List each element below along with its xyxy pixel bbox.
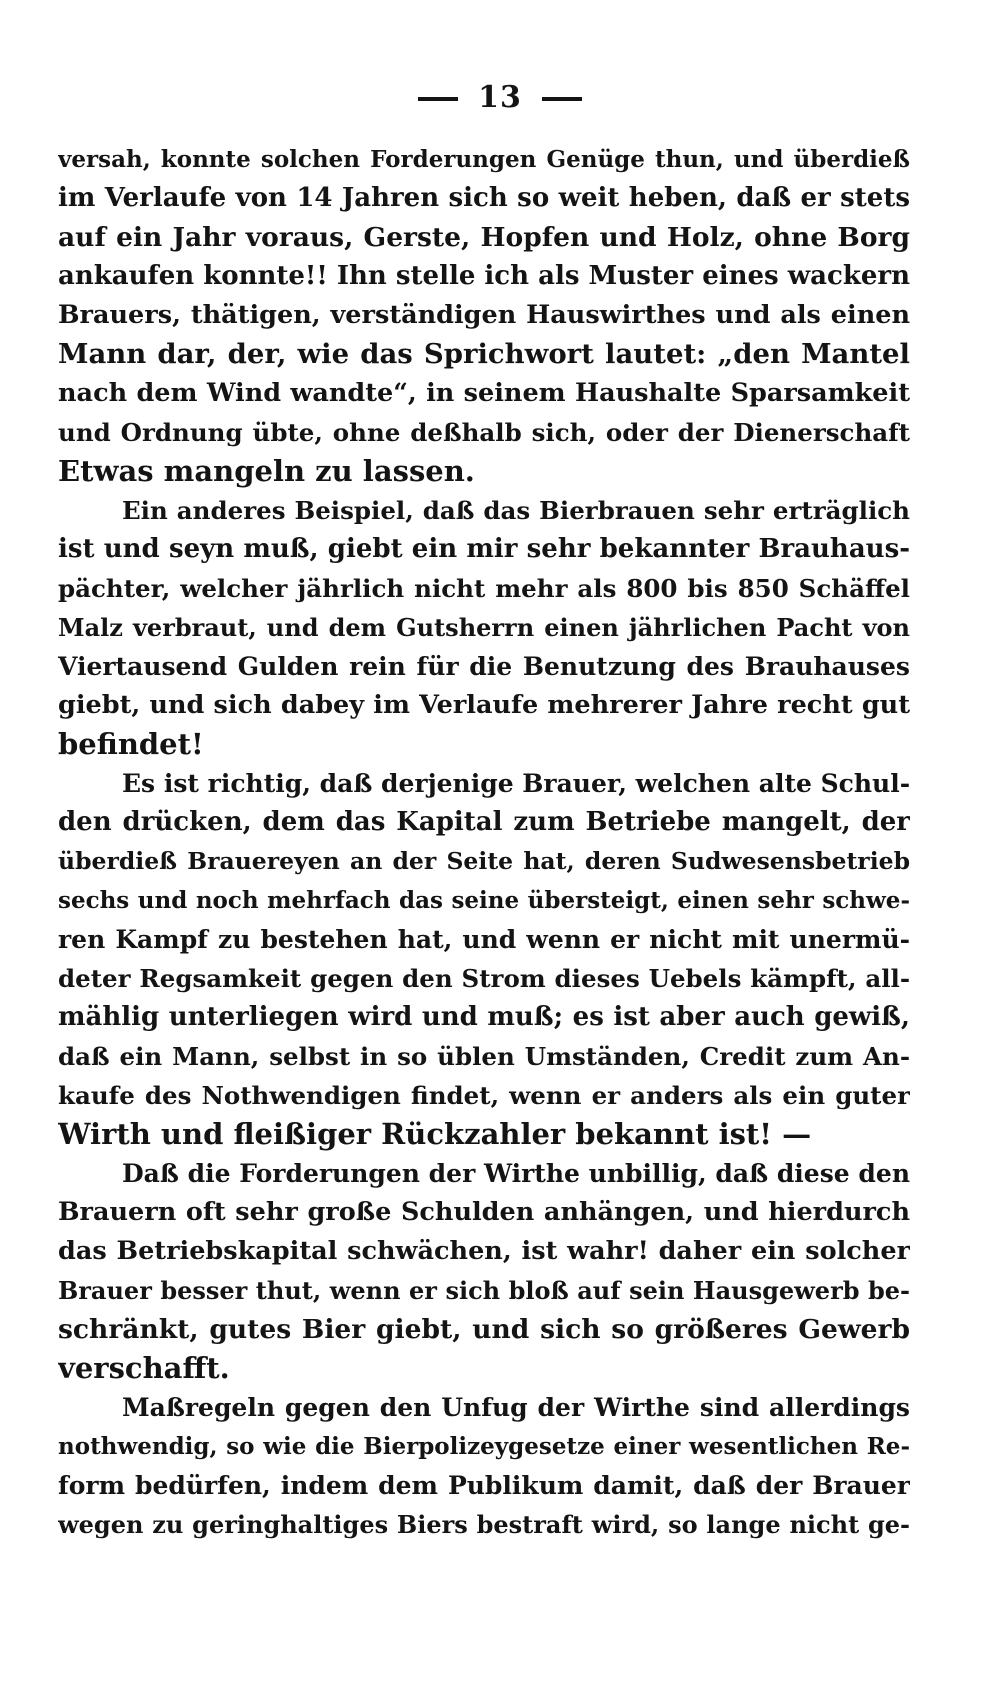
text-line: ankaufen konnte!! Ihn stelle ich als Muster eines wackern bbox=[58, 261, 910, 291]
text-line: wegen zu geringhaltiges Biers bestraft wird, so lange nicht ge- bbox=[58, 1510, 910, 1539]
page-header bbox=[0, 80, 1000, 115]
text-line: daß ein Mann, selbst in so üblen Umständen, Credit zum An- bbox=[58, 1042, 910, 1071]
text-line: Malz verbraut, und dem Gutsherrn einen jährlichen Pacht von bbox=[58, 613, 910, 642]
text-line: Es ist richtig, daß derjenige Brauer, welchen alte Schul- bbox=[122, 769, 910, 798]
text-line: Mann dar, der, wie das Sprichwort lautet: „den Mantel bbox=[58, 338, 910, 370]
page-number: 13 bbox=[478, 80, 522, 115]
header-dash-right bbox=[542, 97, 582, 101]
text-line: Maßregeln gegen den Unfug der Wirthe sind allerdings bbox=[122, 1393, 910, 1422]
text-line: den drücken, dem das Kapital zum Betriebe mangelt, der bbox=[58, 807, 910, 837]
body-text bbox=[58, 140, 910, 1544]
text-line: Etwas mangeln zu lassen. bbox=[58, 454, 475, 488]
text-line: mählig unterliegen wird und muß; es ist aber auch gewiß, bbox=[58, 1002, 910, 1032]
text-line: sechs und noch mehrfach das seine übersteigt, einen sehr schwe- bbox=[58, 887, 910, 914]
text-line: kaufe des Nothwendigen findet, wenn er anders als ein guter bbox=[58, 1081, 910, 1110]
text-line: nach dem Wind wandte“, in seinem Haushalte Sparsamkeit bbox=[58, 378, 910, 408]
text-line: form bedürfen, indem dem Publikum damit, daß der Brauer bbox=[58, 1471, 910, 1500]
text-line: Viertausend Gulden rein für die Benutzung des Brauhauses bbox=[58, 652, 910, 681]
text-line: befindet! bbox=[58, 727, 204, 761]
text-line: das Betriebskapital schwächen, ist wahr! daher ein solcher bbox=[58, 1236, 910, 1266]
text-line: verschafft. bbox=[58, 1351, 230, 1385]
text-line: versah, konnte solchen Forderungen Genüge thun, und überdieß bbox=[58, 146, 910, 173]
text-line: pächter, welcher jährlich nicht mehr als 800 bis 850 Schäffel bbox=[58, 574, 910, 603]
text-line: schränkt, gutes Bier giebt, und sich so größeres Gewerb bbox=[58, 1314, 910, 1345]
text-line: Brauern oft sehr große Schulden anhängen, und hierdurch bbox=[58, 1197, 910, 1227]
header-dash-left bbox=[418, 97, 458, 101]
text-line: auf ein Jahr voraus, Gerste, Hopfen und Holz, ohne Borg bbox=[58, 222, 910, 253]
text-line: Brauers, thätigen, verständigen Hauswirthes und als einen bbox=[58, 300, 910, 330]
text-line: im Verlaufe von 14 Jahren sich so weit heben, daß er stets bbox=[58, 183, 910, 213]
text-line: Brauer besser thut, wenn er sich bloß auf sein Hausgewerb be- bbox=[58, 1276, 910, 1305]
text-line: Ein anderes Beispiel, daß das Bierbrauen sehr erträglich bbox=[122, 496, 910, 525]
text-line: überdieß Brauereyen an der Seite hat, deren Sudwesensbetrieb bbox=[58, 847, 910, 875]
text-line: ist und seyn muß, giebt ein mir sehr bekannter Brauhaus- bbox=[58, 534, 910, 564]
text-line: deter Regsamkeit gegen den Strom dieses Uebels kämpft, all- bbox=[58, 964, 910, 993]
text-line: Wirth und fleißiger Rückzahler bekannt ist! — bbox=[58, 1117, 812, 1151]
text-line: Daß die Forderungen der Wirthe unbillig, daß diese den bbox=[122, 1159, 910, 1188]
text-line: giebt, und sich dabey im Verlaufe mehrerer Jahre recht gut bbox=[58, 690, 910, 720]
text-line: und Ordnung übte, ohne deßhalb sich, oder der Dienerschaft bbox=[58, 418, 910, 447]
text-line: ren Kampf zu bestehen hat, und wenn er nicht mit unermü- bbox=[58, 925, 910, 954]
text-line: nothwendig, so wie die Bierpolizeygesetze einer wesentlichen Re- bbox=[58, 1433, 910, 1460]
